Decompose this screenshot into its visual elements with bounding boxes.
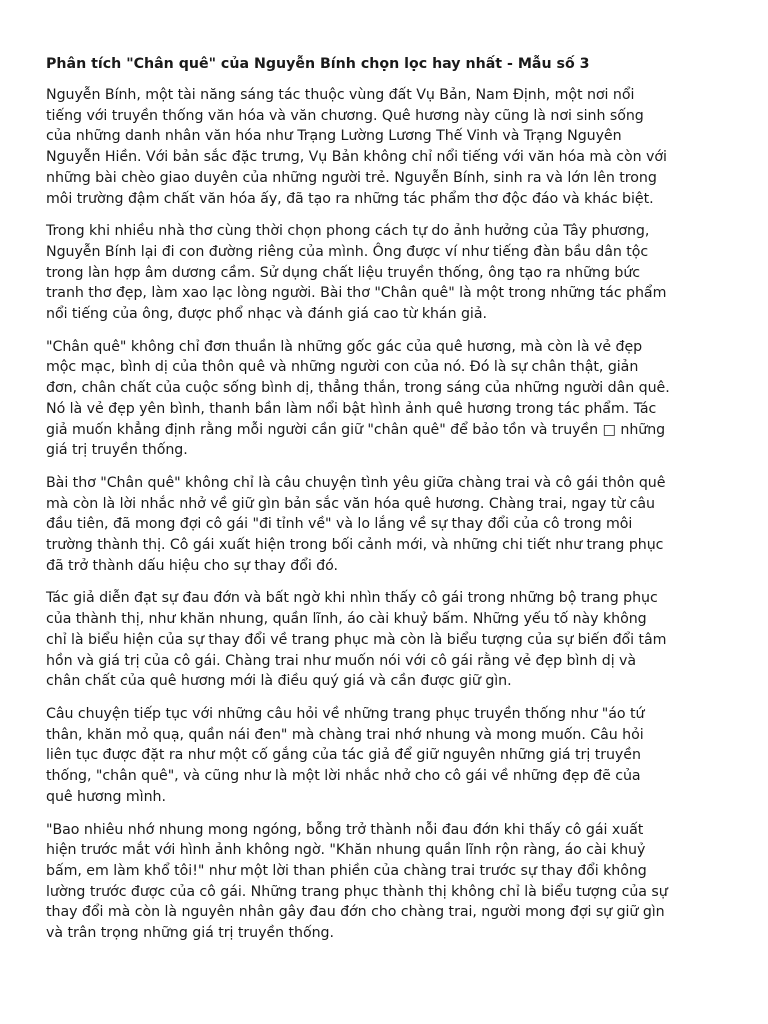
paragraph-line: chỉ là biểu hiện của sự thay đổi về trang phục mà còn là biểu tượng của sự biến đổi tâm [46, 631, 667, 648]
paragraph-line: Nó là vẻ đẹp yên bình, thanh bần làm nổi bật hình ảnh quê hương trong tác phẩm. Tác [46, 400, 657, 417]
paragraph-line: "Chân quê" không chỉ đơn thuần là những gốc gác của quê hương, mà còn là vẻ đẹp [46, 338, 643, 355]
paragraph [46, 704, 718, 808]
paragraph-line: Bài thơ "Chân quê" không chỉ là câu chuyện tình yêu giữa chàng trai và cô gái thôn quê [46, 474, 666, 491]
paragraph [46, 473, 718, 577]
paragraph-line: mộc mạc, bình dị của thôn quê và những người con của nó. Đó là sự chân thật, giản [46, 359, 639, 376]
document-body [46, 85, 718, 944]
document-title: Phân tích "Chân quê" của Nguyễn Bính chọn lọc hay nhất - Mẫu số 3 [46, 56, 590, 72]
paragraph-line: đầu tiên, đã mong đợi cô gái "đi tỉnh về" và lo lắng về sự thay đổi của cô trong môi [46, 516, 633, 533]
paragraph-line: mà còn là lời nhắc nhở về giữ gìn bản sắc văn hóa quê hương. Chàng trai, ngay từ câu [46, 495, 656, 512]
paragraph-line: giá trị truyền thống. [46, 442, 188, 459]
paragraph-line: của thành thị, như khăn nhung, quần lĩnh, áo cài khuỷ bấm. Những yếu tố này không [46, 611, 647, 628]
paragraph-line: Tác giả diễn đạt sự đau đớn và bất ngờ khi nhìn thấy cô gái trong những bộ trang phục [46, 590, 658, 607]
paragraph-line: Nguyễn Bính, một tài năng sáng tác thuộc vùng đất Vụ Bản, Nam Định, một nơi nổi [46, 87, 635, 103]
paragraph-line: Câu chuyện tiếp tục với những câu hỏi về những trang phục truyền thống như "áo tứ [46, 705, 645, 722]
paragraph-line: môi trường đậm chất văn hóa ấy, đã tạo ra những tác phẩm thơ độc đáo và khác biệt. [46, 190, 654, 207]
document-page [46, 55, 718, 956]
paragraph-line: đơn, chân chất của cuộc sống bình dị, thẳng thắn, trong sáng của những người dân quê. [46, 380, 670, 397]
paragraph [46, 221, 718, 325]
paragraph-line: tiếng với truyền thống văn hóa và văn chương. Quê hương này cũng là nơi sinh sống [46, 107, 644, 124]
paragraph-line: liên tục được đặt ra như một cố gắng của tác giả để giữ nguyên những giá trị truyền [46, 747, 641, 764]
paragraph-line: trong làn hợp âm dương cầm. Sử dụng chất liệu truyền thống, ông tạo ra những bức [46, 264, 641, 281]
paragraph-line: giả muốn khẳng định rằng mỗi người cần giữ "chân quê" để bảo tồn và truyền □ những [46, 421, 666, 438]
paragraph-line: nổi tiếng của ông, được phổ nhạc và đánh giá cao từ khán giả. [46, 306, 487, 323]
paragraph [46, 337, 718, 461]
paragraph-line: hồn và giá trị của cô gái. Chàng trai như muốn nói với cô gái rằng vẻ đẹp bình dị và [46, 652, 637, 669]
paragraph-line: chân chất của quê hương mới là điều quý giá và cần được giữ gìn. [46, 673, 512, 690]
paragraph-line: lường trước được của cô gái. Những trang phục thành thị không chỉ là biểu tượng của sự [46, 883, 668, 900]
paragraph-line: Nguyễn Bính lại đi con đường riêng của mình. Ông được ví như tiếng đàn bầu dân tộc [46, 243, 649, 260]
paragraph-line: thống, "chân quê", và cũng như là một lời nhắc nhở cho cô gái về những đẹp đẽ của [46, 768, 641, 785]
paragraph-line: hiện trước mắt với hình ảnh không ngờ. "Khăn nhung quần lĩnh rộn ràng, áo cài khuỷ [46, 842, 646, 859]
paragraph-line: Nguyễn Hiền. Với bản sắc đặc trưng, Vụ Bản không chỉ nổi tiếng với văn hóa mà còn với [46, 149, 667, 166]
paragraph-line: "Bao nhiêu nhớ nhung mong ngóng, bỗng trở thành nỗi đau đớn khi thấy cô gái xuất [46, 821, 644, 838]
paragraph-line: bấm, em làm khổ tôi!" như một lời than phiền của chàng trai trước sự thay đổi không [46, 862, 647, 879]
paragraph-line: thay đổi mà còn là nguyên nhân gây đau đớn cho chàng trai, người mong đợi sự giữ gìn [46, 904, 665, 921]
paragraph-line: Trong khi nhiều nhà thơ cùng thời chọn phong cách tự do ảnh hưởng của Tây phương, [46, 223, 650, 240]
paragraph [46, 85, 718, 209]
paragraph-line: thân, khăn mỏ quạ, quần nái đen" mà chàng trai nhớ nhung và mong muốn. Câu hỏi [46, 726, 644, 743]
paragraph-line: của những danh nhân văn hóa như Trạng Lường Lương Thế Vinh và Trạng Nguyên [46, 128, 622, 145]
paragraph-line: những bài chèo giao duyên của những người trẻ. Nguyễn Bính, sinh ra và lớn lên trong [46, 169, 657, 186]
paragraph-line: trường thành thị. Cô gái xuất hiện trong bối cảnh mới, và những chi tiết như trang phục [46, 537, 664, 554]
paragraph [46, 588, 718, 692]
paragraph-line: tranh thơ đẹp, làm xao lạc lòng người. Bài thơ "Chân quê" là một trong những tác phẩm [46, 285, 667, 302]
paragraph-line: quê hương mình. [46, 788, 166, 805]
paragraph [46, 820, 718, 944]
paragraph-line: đã trở thành dấu hiệu cho sự thay đổi đó. [46, 557, 338, 574]
paragraph-line: và trân trọng những giá trị truyền thống. [46, 925, 334, 942]
